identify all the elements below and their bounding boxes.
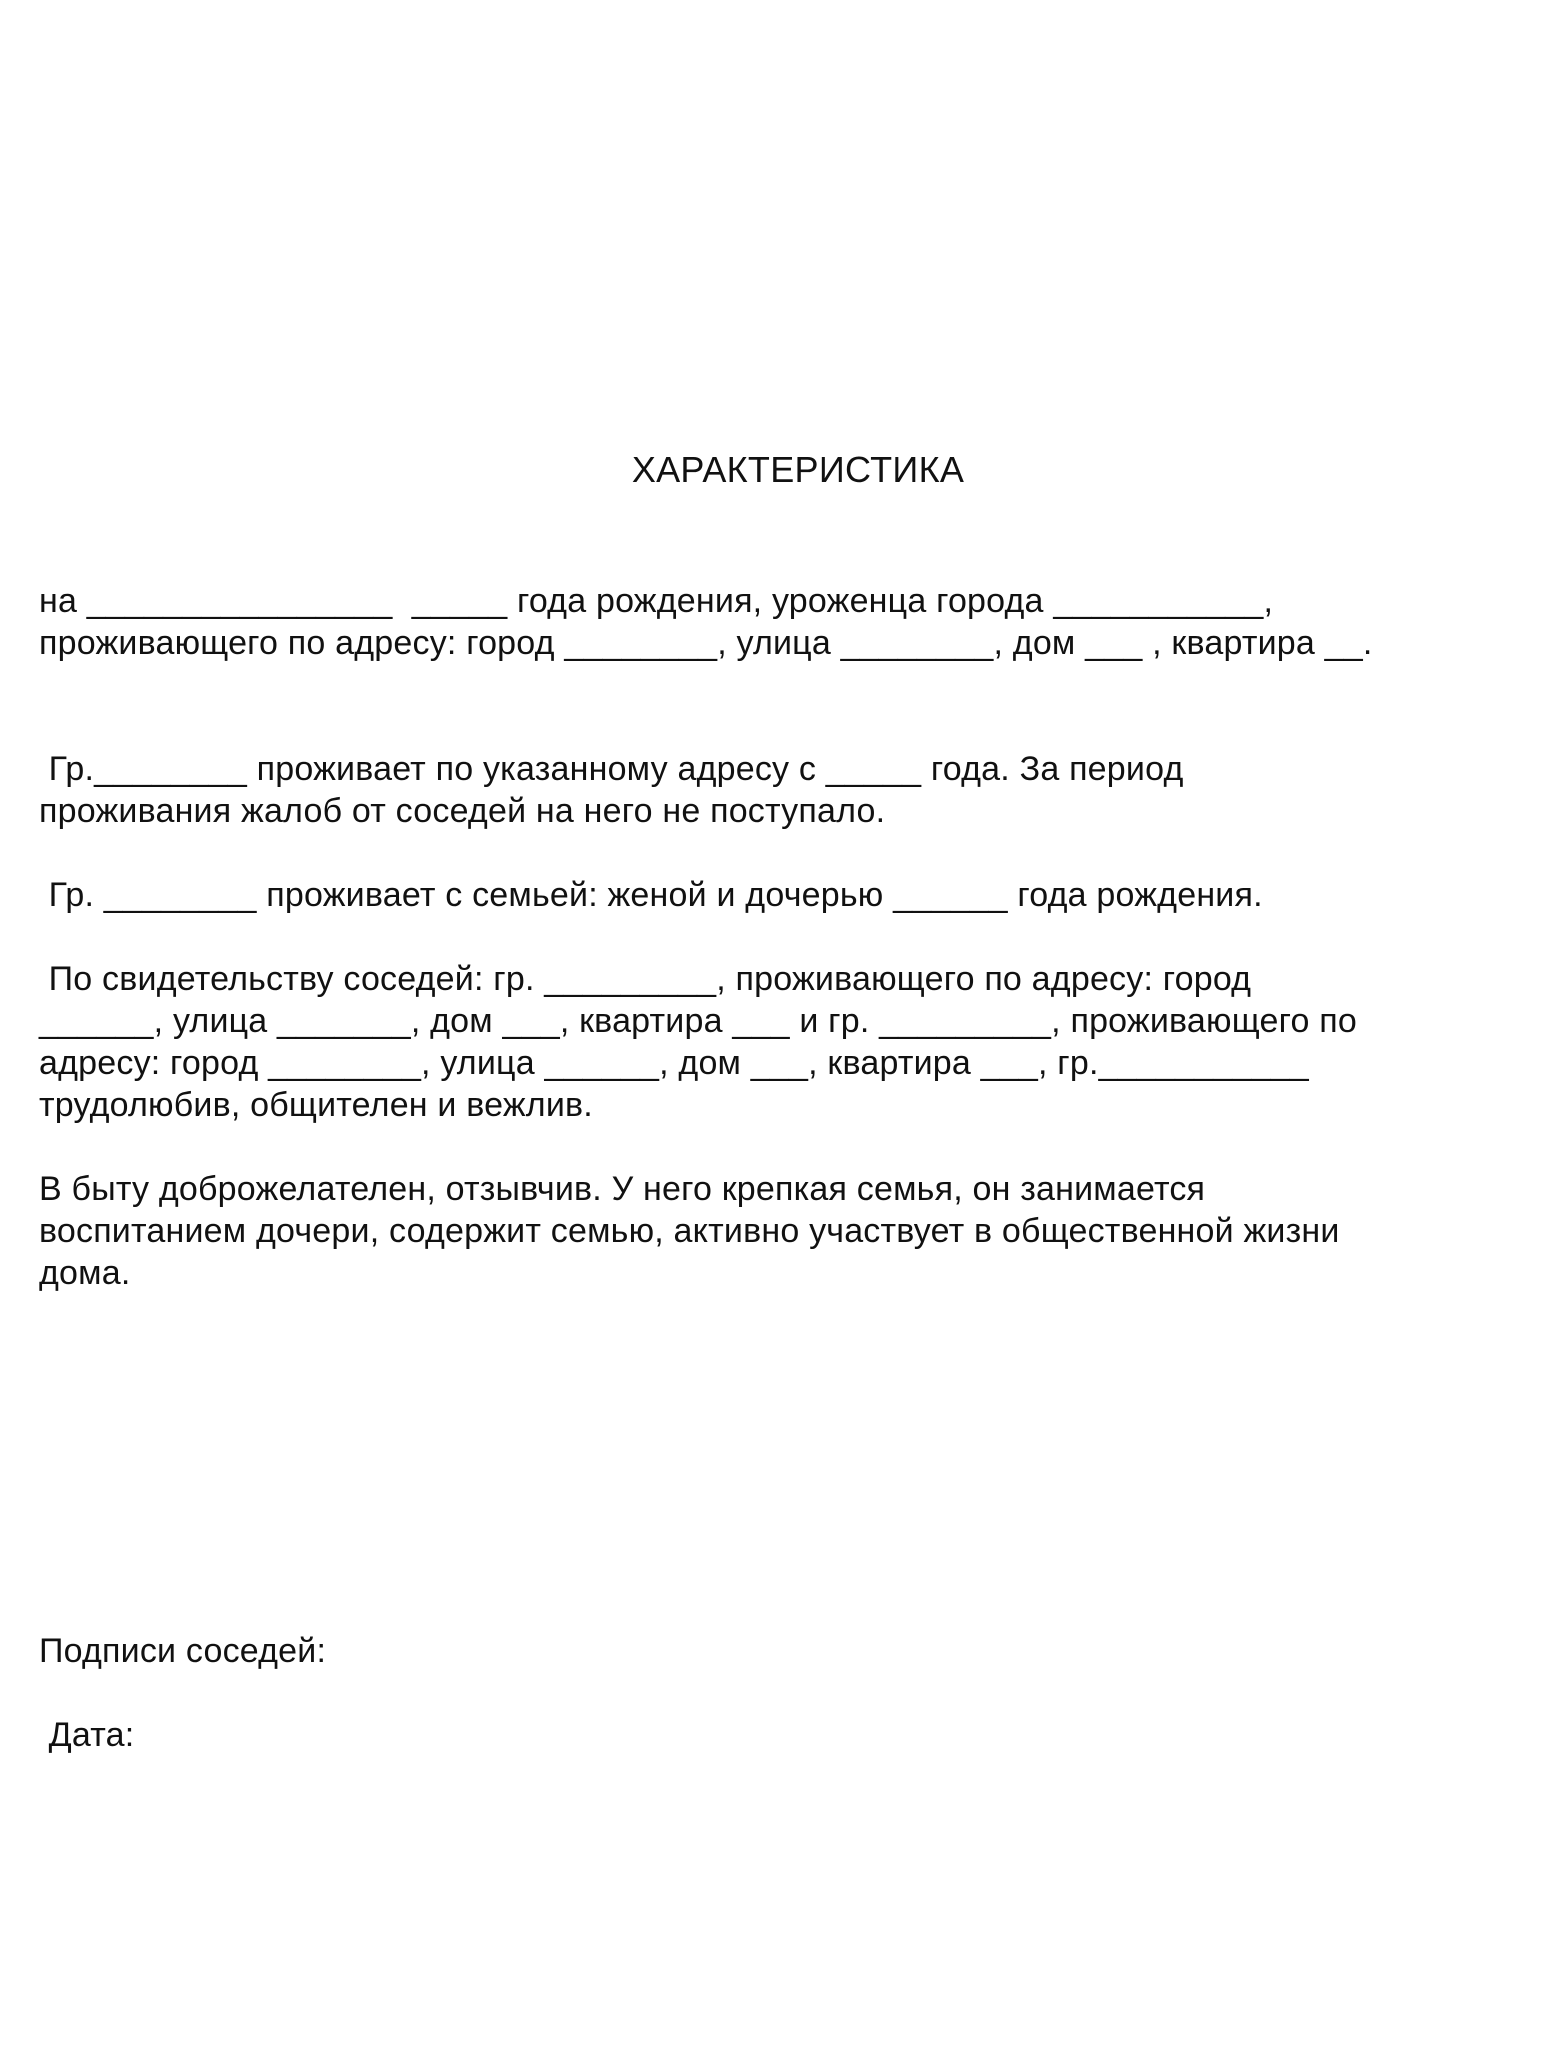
paragraph-neighbors-line-3: адресу: город ________, улица ______, дом ___, квартира ___, гр.___________	[39, 1044, 1309, 1082]
paragraph-residence-line-1: Гр.________ проживает по указанному адресу с _____ года. За период	[39, 750, 1184, 788]
paragraph-neighbors-line-4: трудолюбив, общителен и вежлив.	[39, 1086, 593, 1124]
date-label: Дата:	[39, 1716, 135, 1754]
paragraph-character-line-2: воспитанием дочери, содержит семью, активно участвует в общественной жизни	[39, 1212, 1340, 1250]
paragraph-residence-line-2: проживания жалоб от соседей на него не поступало.	[39, 792, 886, 830]
signatures-label: Подписи соседей:	[39, 1632, 327, 1670]
paragraph-character-line-3: дома.	[39, 1254, 131, 1292]
paragraph-neighbors-line-1: По свидетельству соседей: гр. _________, проживающего по адресу: город	[39, 960, 1252, 998]
intro-line-2: проживающего по адресу: город ________, улица ________, дом ___ , квартира __.	[39, 624, 1373, 662]
intro-line-1: на ________________ _____ года рождения, уроженца города ___________,	[39, 582, 1274, 620]
paragraph-neighbors-line-2: ______, улица _______, дом ___, квартира ___ и гр. _________, проживающего по	[39, 1002, 1357, 1040]
document-title: ХАРАКТЕРИСТИКА	[631, 449, 965, 490]
paragraph-family-line-1: Гр. ________ проживает с семьей: женой и дочерью ______ года рождения.	[39, 876, 1263, 914]
paragraph-character-line-1: В быту доброжелателен, отзывчив. У него крепкая семья, он занимается	[39, 1170, 1206, 1208]
